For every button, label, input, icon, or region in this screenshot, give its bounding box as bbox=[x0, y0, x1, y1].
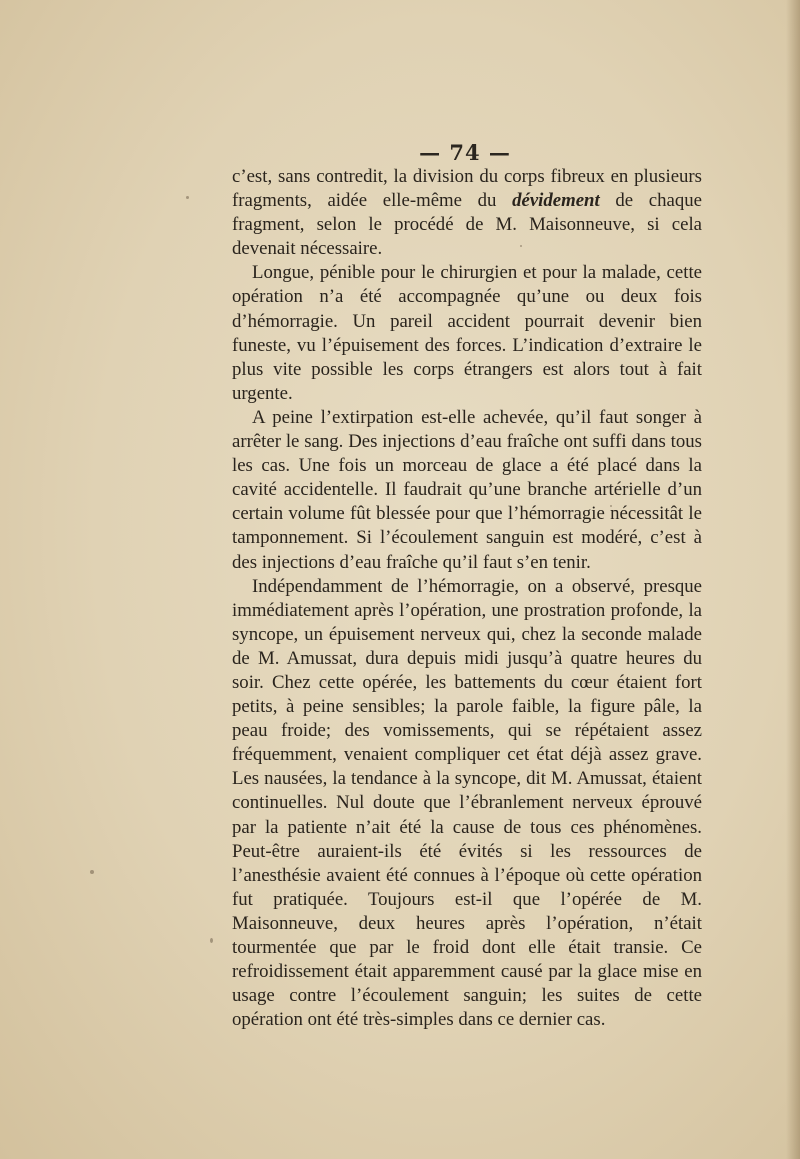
paragraph-1-before: c’est, sans contredit, la division du corps fibreux en plusieurs fragments, aidée elle-même du bbox=[232, 166, 702, 212]
paper-speck bbox=[210, 938, 213, 943]
paragraph-4: Indépendamment de l’hémorragie, on a observé, presque immédiatement après l’opération, une prostration profonde, la syncope, un épuisement nerveux qui, chez la seconde malade de M. Amussat, dura depuis midi jusqu’à quatre heures du soir. Chez cette opérée, les battements du cœur étaient fort petits, à peine sensibles; la parole faible, la figure pâle, la peau froide; des vomissements, qui se répétaient assez fréquemment, venaient compliquer cet état déjà assez grave. Les nausées, la tendance à la syncope, dit M. Amussat, étaient continuelles. Nul doute que l’ébranlement nerveux éprouvé par la patiente n’ait été la cause de tous ces phénomènes. Peut-être auraient-ils été évités si les ressources de l’anesthésie avaient été connues à l’époque où cette opération fut pratiquée. Toujours est-il que l’opérée de M. Maisonneuve, deux heures après l’opération, n’était tourmentée que par le froid dont elle était transie. Ce refroidissement était apparemment causé par la glace mise en usage contre l’écoulement sanguin; les suites de cette opération ont été très-simples dans ce dernier cas. bbox=[232, 575, 702, 1031]
page-edge-shadow bbox=[786, 0, 800, 1159]
paragraph-3: A peine l’extirpation est-elle achevée, qu’il faut songer à arrêter le sang. Des injections d’eau fraîche ont suffi dans tous les cas. Une fois un morceau de glace a été placé dans la cavité accidentelle. Il faudrait qu’une branche artérielle d’un certain volume fût blessée pour que l’hémorragie nécessitât le tamponnement. Si l’écoulement sanguin est modéré, c’est à des injections d’eau fraîche qu’il faut s’en tenir. bbox=[232, 406, 702, 573]
paragraph-2: Longue, pénible pour le chirurgien et pour la malade, cette opération n’a été accompagnée qu’une ou deux fois d’hémorragie. Un pareil accident pourrait devenir bien funeste, vu l’épuisement des forces. L’indication d’extraire le plus vite possible les corps étrangers est alors tout à fait urgente. bbox=[232, 262, 702, 404]
paragraph-1 bbox=[232, 165, 702, 261]
page-number: — 74 — bbox=[419, 140, 511, 165]
paper-speck bbox=[90, 870, 94, 874]
paper-speck bbox=[186, 196, 189, 199]
paragraph-1-after: de chaque fragment, selon le procédé de M. Maisonneuve, si cela devenait nécessaire. bbox=[232, 190, 702, 260]
emphasized-word: dévidement bbox=[512, 190, 600, 212]
body-text bbox=[232, 165, 702, 1032]
